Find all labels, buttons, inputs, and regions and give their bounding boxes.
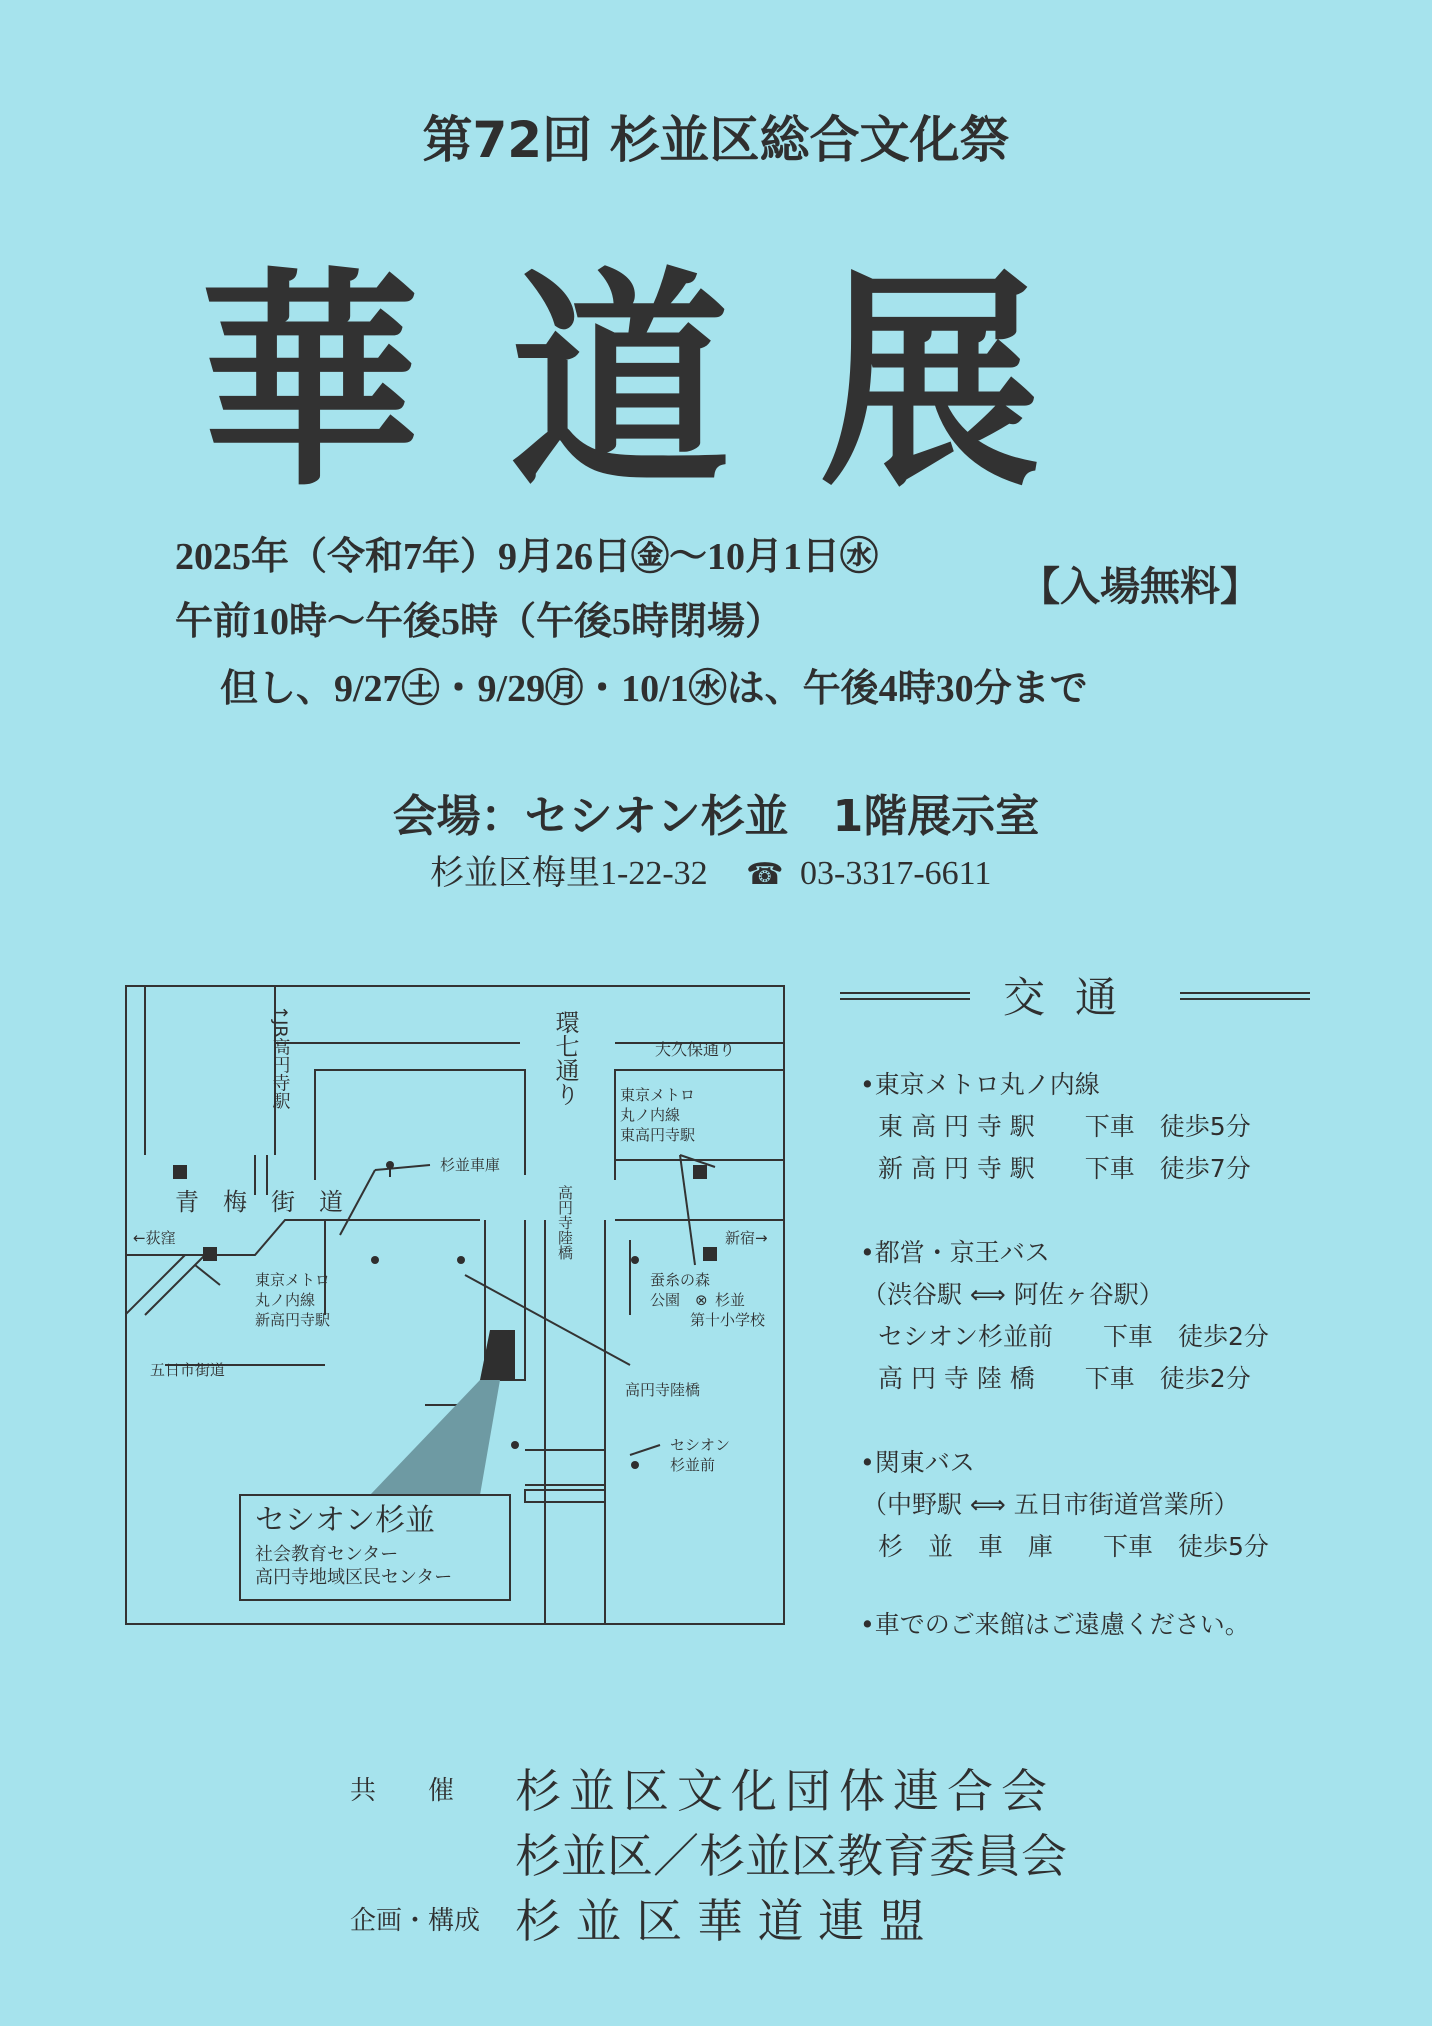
map-school-icon: ⊗ — [695, 1291, 708, 1309]
map-rikkyo-stop: 高円寺陸橋 — [625, 1381, 701, 1399]
telephone-icon: ☎ — [746, 858, 784, 891]
transport-metro-heading: •東京メトロ丸ノ内線 — [860, 1070, 1100, 1099]
transport-rule-right-2 — [1180, 998, 1310, 1000]
venue-address: 杉並区梅里1-22-32 — [430, 855, 708, 892]
map-itsukaichi-label: 五日市街道 — [150, 1361, 226, 1379]
transport-rule-right — [1180, 992, 1310, 994]
cohost-federation: 杉並区文化団体連合会 — [515, 1764, 1055, 1818]
map-shin-station-1: 東京メトロ — [255, 1271, 331, 1289]
transport-header — [840, 965, 1310, 1025]
schedule-dates: 2025年（令和7年）9月26日㊎～10月1日㊌ — [175, 536, 879, 578]
map-sesion-stop-2: 杉並前 — [670, 1456, 716, 1474]
transport-bus2-garage: 杉 並 車 庫 下車 徒歩5分 — [878, 1532, 1269, 1561]
map-shinjuku-label: 新宿→ — [725, 1229, 768, 1247]
transport-bus1-rikkyo: 高 円 寺 陸 橋 下車 徒歩2分 — [878, 1364, 1251, 1393]
map-garage-label: 杉並車庫 — [440, 1156, 501, 1174]
map-kannana-label: 環七通り — [551, 1010, 579, 1106]
map-park-1: 蚕糸の森 — [650, 1271, 711, 1289]
map-school-1: 杉並 — [715, 1291, 746, 1309]
venue-address-line — [430, 845, 991, 894]
map-building-sub1: 社会教育センター — [255, 1544, 399, 1565]
admission-free-label: 【入場無料】 — [1020, 564, 1260, 610]
planner-label: 企画・構成 — [350, 1906, 481, 1936]
transport-bus1-sesion: セシオン杉並前 下車 徒歩2分 — [878, 1322, 1269, 1351]
map-higashi-station-3: 東高円寺駅 — [620, 1126, 696, 1144]
transport-metro-shin: 新 高 円 寺 駅 下車 徒歩7分 — [878, 1154, 1251, 1183]
map-okubo-label: 大久保通り — [655, 1040, 736, 1059]
planner-name: 杉 並 区 華 道 連 盟 — [515, 1894, 925, 1948]
festival-heading: 第72回 杉並区総合文化祭 — [422, 111, 1010, 169]
map-oume-label: 青 梅 街 道 — [175, 1188, 343, 1216]
map-ogikubo-label: ←荻窪 — [133, 1229, 176, 1247]
map-school-2: 第十小学校 — [690, 1311, 766, 1329]
transport-metro-higashi: 東 高 円 寺 駅 下車 徒歩5分 — [878, 1112, 1251, 1141]
schedule-hours: 午前10時～午後5時（午後5時閉場） — [175, 601, 784, 643]
map-park-2: 公園 — [650, 1291, 681, 1309]
map-shin-station-2: 丸ノ内線 — [255, 1291, 316, 1309]
map-sesion-stop-1: セシオン — [670, 1436, 731, 1454]
transport-bus1-route: （渋谷駅 ⟺ 阿佐ヶ谷駅） — [862, 1280, 1164, 1309]
map-building-name: セシオン杉並 — [255, 1503, 435, 1538]
map-higashi-station-1: 東京メトロ — [620, 1086, 696, 1104]
map-jr-label: ↑JR高円寺駅 — [269, 1005, 291, 1110]
transport-bus1-heading: •都営・京王バス — [860, 1238, 1050, 1267]
map-rikkyo-vertical: 高円寺陸橋 — [556, 1185, 574, 1260]
venue-phone: 03-3317-6611 — [800, 855, 992, 892]
venue-heading: 会場：セシオン杉並 1階展示室 — [392, 791, 1040, 842]
exhibition-title: 華道展 — [200, 256, 1131, 514]
access-map — [125, 985, 785, 1625]
map-shin-station-3: 新高円寺駅 — [255, 1311, 331, 1329]
map-building-sub2: 高円寺地域区民センター — [255, 1567, 453, 1588]
transport-title: 交通 — [1002, 973, 1147, 1022]
map-higashi-station-2: 丸ノ内線 — [620, 1106, 681, 1124]
transport-bus2-route: （中野駅 ⟺ 五日市街道営業所） — [862, 1490, 1239, 1519]
cohost-ward: 杉並区／杉並区教育委員会 — [515, 1829, 1067, 1883]
transport-car-note: •車でのご来館はご遠慮ください。 — [860, 1610, 1250, 1639]
transport-bus2-heading: •関東バス — [860, 1448, 975, 1477]
cohost-label: 共 催 — [350, 1776, 455, 1806]
schedule-exception: 但し、9/27㊏・9/29㊊・10/1㊌は、午後4時30分まで — [220, 668, 1088, 710]
